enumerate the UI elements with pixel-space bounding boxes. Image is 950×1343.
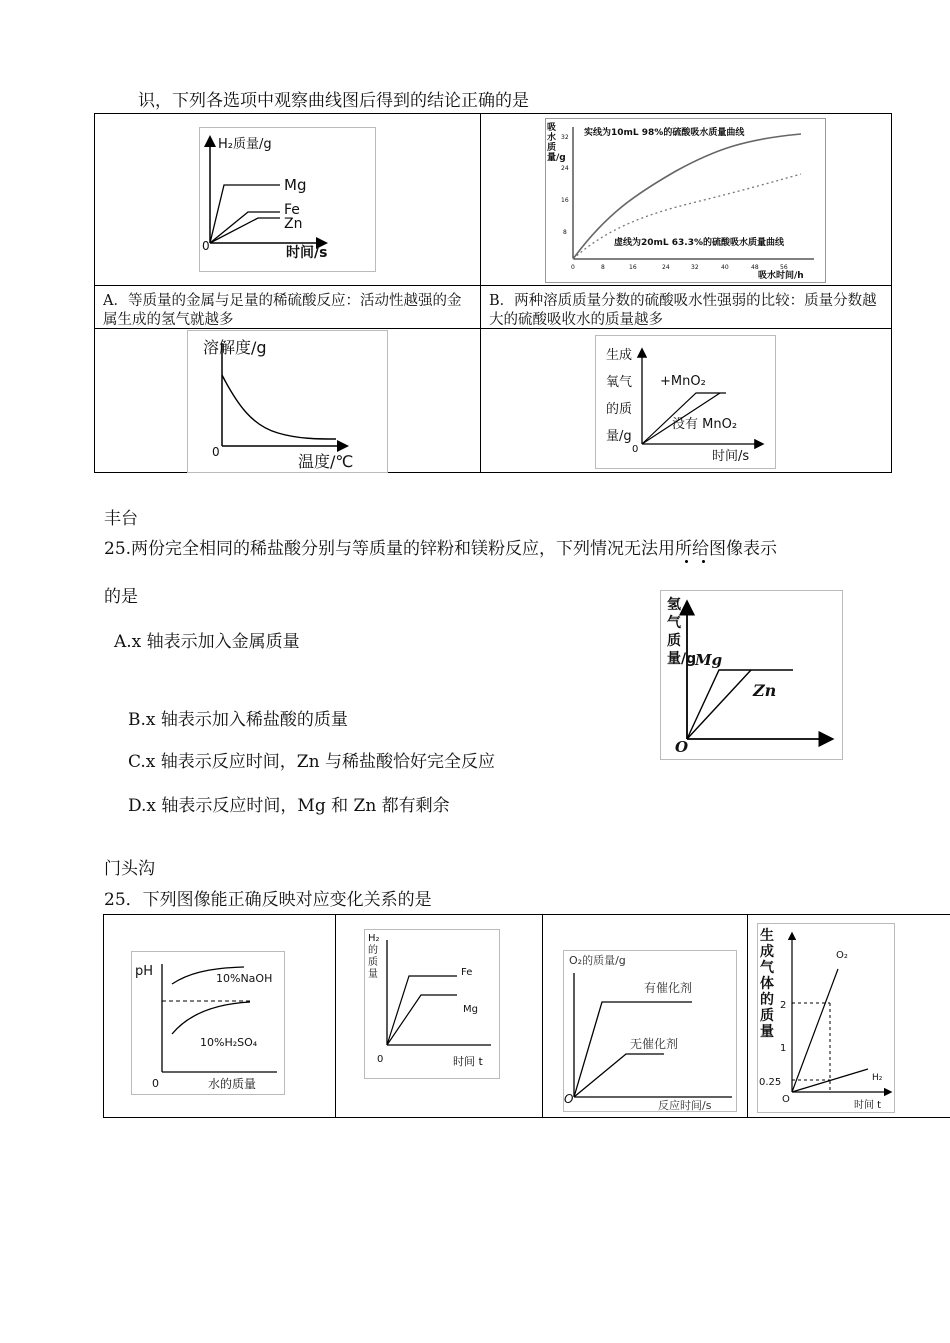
fengtai-option-c: C.x 轴表示反应时间，Zn 与稀盐酸恰好完全反应: [128, 752, 495, 772]
table2-border-bottom: [103, 1117, 950, 1118]
caption-b: B．两种溶质质量分数的硫酸吸水性强弱的比较：质量分数越大的硫酸吸收水的质量越多: [489, 293, 877, 328]
fengtai-option-a: A.x 轴表示加入金属质量: [114, 632, 300, 652]
fengtai-option-d: D.x 轴表示反应时间，Mg 和 Zn 都有剩余: [128, 796, 450, 816]
mentougou-question: 25．下列图像能正确反映对应变化关系的是: [104, 890, 432, 910]
graph-a-ylabel: H₂质量/g: [218, 137, 272, 152]
graph-b-ytick-32: 32: [561, 134, 569, 141]
graph-a-origin: 0: [202, 239, 210, 253]
fengtai-option-b: B.x 轴表示加入稀盐酸的质量: [128, 710, 348, 730]
graph-b-xtick-32: 32: [691, 264, 699, 271]
district-fengtai: 丰台: [104, 509, 138, 529]
table2-divider-1: [335, 914, 336, 1118]
graph-b-xlabel: 吸水时间/h: [758, 271, 804, 281]
graph-fengtai-origin: O: [675, 738, 689, 756]
graph-b-ytick-24: 24: [561, 165, 569, 172]
graph-c-origin: 0: [212, 445, 220, 459]
graph-mtg-o2-gas-line: [792, 969, 838, 1092]
emphasis-dot-2: [702, 560, 705, 563]
graph-mtg-ph-origin: 0: [152, 1077, 159, 1090]
table1-divider-mid: [480, 113, 481, 473]
graph-c-solubility: [187, 330, 388, 473]
graph-mtg-o2-ylabel: O₂的质量/g: [569, 954, 626, 967]
graph-a-fe-label: Fe: [284, 202, 300, 218]
graph-a-zn-label: Zn: [284, 216, 303, 232]
graph-b-xtick-16: 16: [629, 264, 637, 271]
graph-b-xtick-0: 0: [571, 264, 575, 271]
graph-mtg-gas-ytick-2: 2: [780, 1000, 787, 1011]
graph-mtg-gas-ylabel: 生成气体的质量: [760, 928, 774, 1040]
graph-mtg-o2-with-cat: 有催化剂: [644, 981, 693, 995]
graph-d-origin: 0: [632, 444, 639, 455]
graph-mtg-fe-line: [387, 976, 457, 1045]
graph-d-ylabel-line4: 量/g: [606, 429, 632, 444]
graph-mtg-ph-h2so4: 10%H₂SO₄: [200, 1036, 258, 1049]
graph-c-xlabel: 温度/℃: [298, 452, 354, 471]
graph-a-metals-h2: [199, 127, 376, 272]
graph-mtg-o2-origin: O: [564, 1092, 574, 1106]
graph-mtg-h2-fe-mg: [364, 929, 500, 1079]
graph-mtg-ph-xlabel: 水的质量: [208, 1077, 257, 1091]
table1-border-left: [94, 113, 95, 473]
graph-mtg-gas-xlabel: 时间 t: [854, 1100, 882, 1111]
graph-d-oxygen-mno2: [595, 335, 776, 469]
graph-b-xtick-56: 56: [780, 264, 788, 271]
graph-b-ylabel: 吸水质量/g: [547, 123, 566, 163]
graph-c-ylabel: 溶解度/g: [203, 338, 267, 357]
graph-mtg-gas-h2: H₂: [872, 1073, 883, 1083]
graph-b-xtick-48: 48: [751, 264, 759, 271]
graph-mtg-ph-dilution: [131, 951, 285, 1095]
fengtai-question-line2: 的是: [104, 587, 138, 607]
table2-divider-3: [747, 914, 748, 1118]
graph-mtg-gas-o2: O₂: [836, 950, 848, 961]
table1-divider-row2: [94, 328, 892, 329]
graph-a-xlabel: 时间/s: [286, 245, 328, 261]
graph-mtg-gas-ytick-1: 1: [780, 1043, 787, 1054]
graph-fengtai-mg-line: [687, 670, 793, 739]
graph-d-without-mno2-label: 没有 MnO₂: [672, 417, 738, 432]
table2-border-left: [103, 914, 104, 1118]
graph-mtg-h2so4-curve: [172, 1002, 250, 1034]
graph-fengtai-zn-line: [687, 670, 751, 739]
graph-mtg-o2-catalyst: [563, 950, 737, 1112]
graph-mtg-mg-line: [387, 995, 457, 1045]
graph-b-solid-note: 实线为10mL 98%的硫酸吸水质量曲线: [584, 128, 745, 138]
graph-fengtai-ylabel: 氢气质量/g: [667, 597, 697, 667]
table1-border-right: [891, 113, 892, 473]
graph-b-dashed-note: 虚线为20mL 63.3%的硫酸吸水质量曲线: [614, 238, 784, 248]
graph-b-ytick-8: 8: [563, 229, 567, 236]
graph-mtg-h2-mg: Mg: [463, 1004, 478, 1015]
caption-a: A．等质量的金属与足量的稀硫酸反应：活动性越强的金属生成的氢气就越多: [103, 293, 462, 328]
graph-d-with-mno2-label: +MnO₂: [660, 374, 706, 389]
graph-mtg-without-cat-line: [574, 1054, 664, 1097]
graph-mtg-gas-ytick-025: 0.25: [759, 1077, 782, 1088]
graph-mtg-h2-xlabel: 时间 t: [453, 1055, 483, 1068]
graph-mtg-gas-origin: O: [782, 1094, 790, 1105]
graph-a-fe-line: [210, 212, 280, 243]
graph-b-ytick-16: 16: [561, 197, 569, 204]
district-mentougou: 门头沟: [104, 859, 155, 879]
graph-mtg-o2-xlabel: 反应时间/s: [658, 1099, 712, 1112]
graph-mtg-h2-fe: Fe: [461, 967, 473, 978]
graph-fengtai-mg-label: Mg: [695, 651, 723, 669]
graph-mtg-ph-ylabel: pH: [135, 964, 154, 979]
table2-divider-2: [542, 914, 543, 1118]
graph-a-mg-label: Mg: [284, 176, 307, 194]
graph-fengtai-zn-label: Zn: [753, 681, 777, 700]
graph-mtg-o2-without-cat: 无催化剂: [630, 1037, 679, 1051]
graph-mtg-h2-origin: 0: [377, 1054, 384, 1065]
graph-mtg-gas-o2-h2: [757, 923, 895, 1113]
fengtai-question-line1: 25.两份完全相同的稀盐酸分别与等质量的锌粉和镁粉反应，下列情况无法用所给图像表示: [104, 539, 778, 559]
graph-fengtai-mg-zn: [660, 590, 843, 760]
graph-b-sulfuric-acid-absorption: [545, 118, 826, 283]
table2-border-top: [103, 914, 950, 915]
graph-c-curve: [222, 375, 336, 439]
graph-b-xtick-40: 40: [721, 264, 729, 271]
intro-line: 识，下列各选项中观察曲线图后得到的结论正确的是: [138, 91, 529, 111]
graph-d-ylabel-line1: 生成: [606, 348, 633, 363]
graph-b-xtick-8: 8: [601, 264, 605, 271]
graph-d-ylabel-line2: 氧气: [606, 375, 633, 390]
graph-b-xtick-24: 24: [662, 264, 670, 271]
table1-border-top: [94, 113, 892, 114]
graph-a-zn-line: [210, 218, 280, 243]
graph-mtg-h2-ylabel: H₂的质量: [368, 933, 380, 980]
graph-d-xlabel: 时间/s: [712, 449, 750, 464]
emphasis-dot-1: [685, 560, 688, 563]
graph-d-ylabel-line3: 的质: [606, 402, 633, 417]
graph-mtg-ph-naoh: 10%NaOH: [216, 972, 273, 985]
